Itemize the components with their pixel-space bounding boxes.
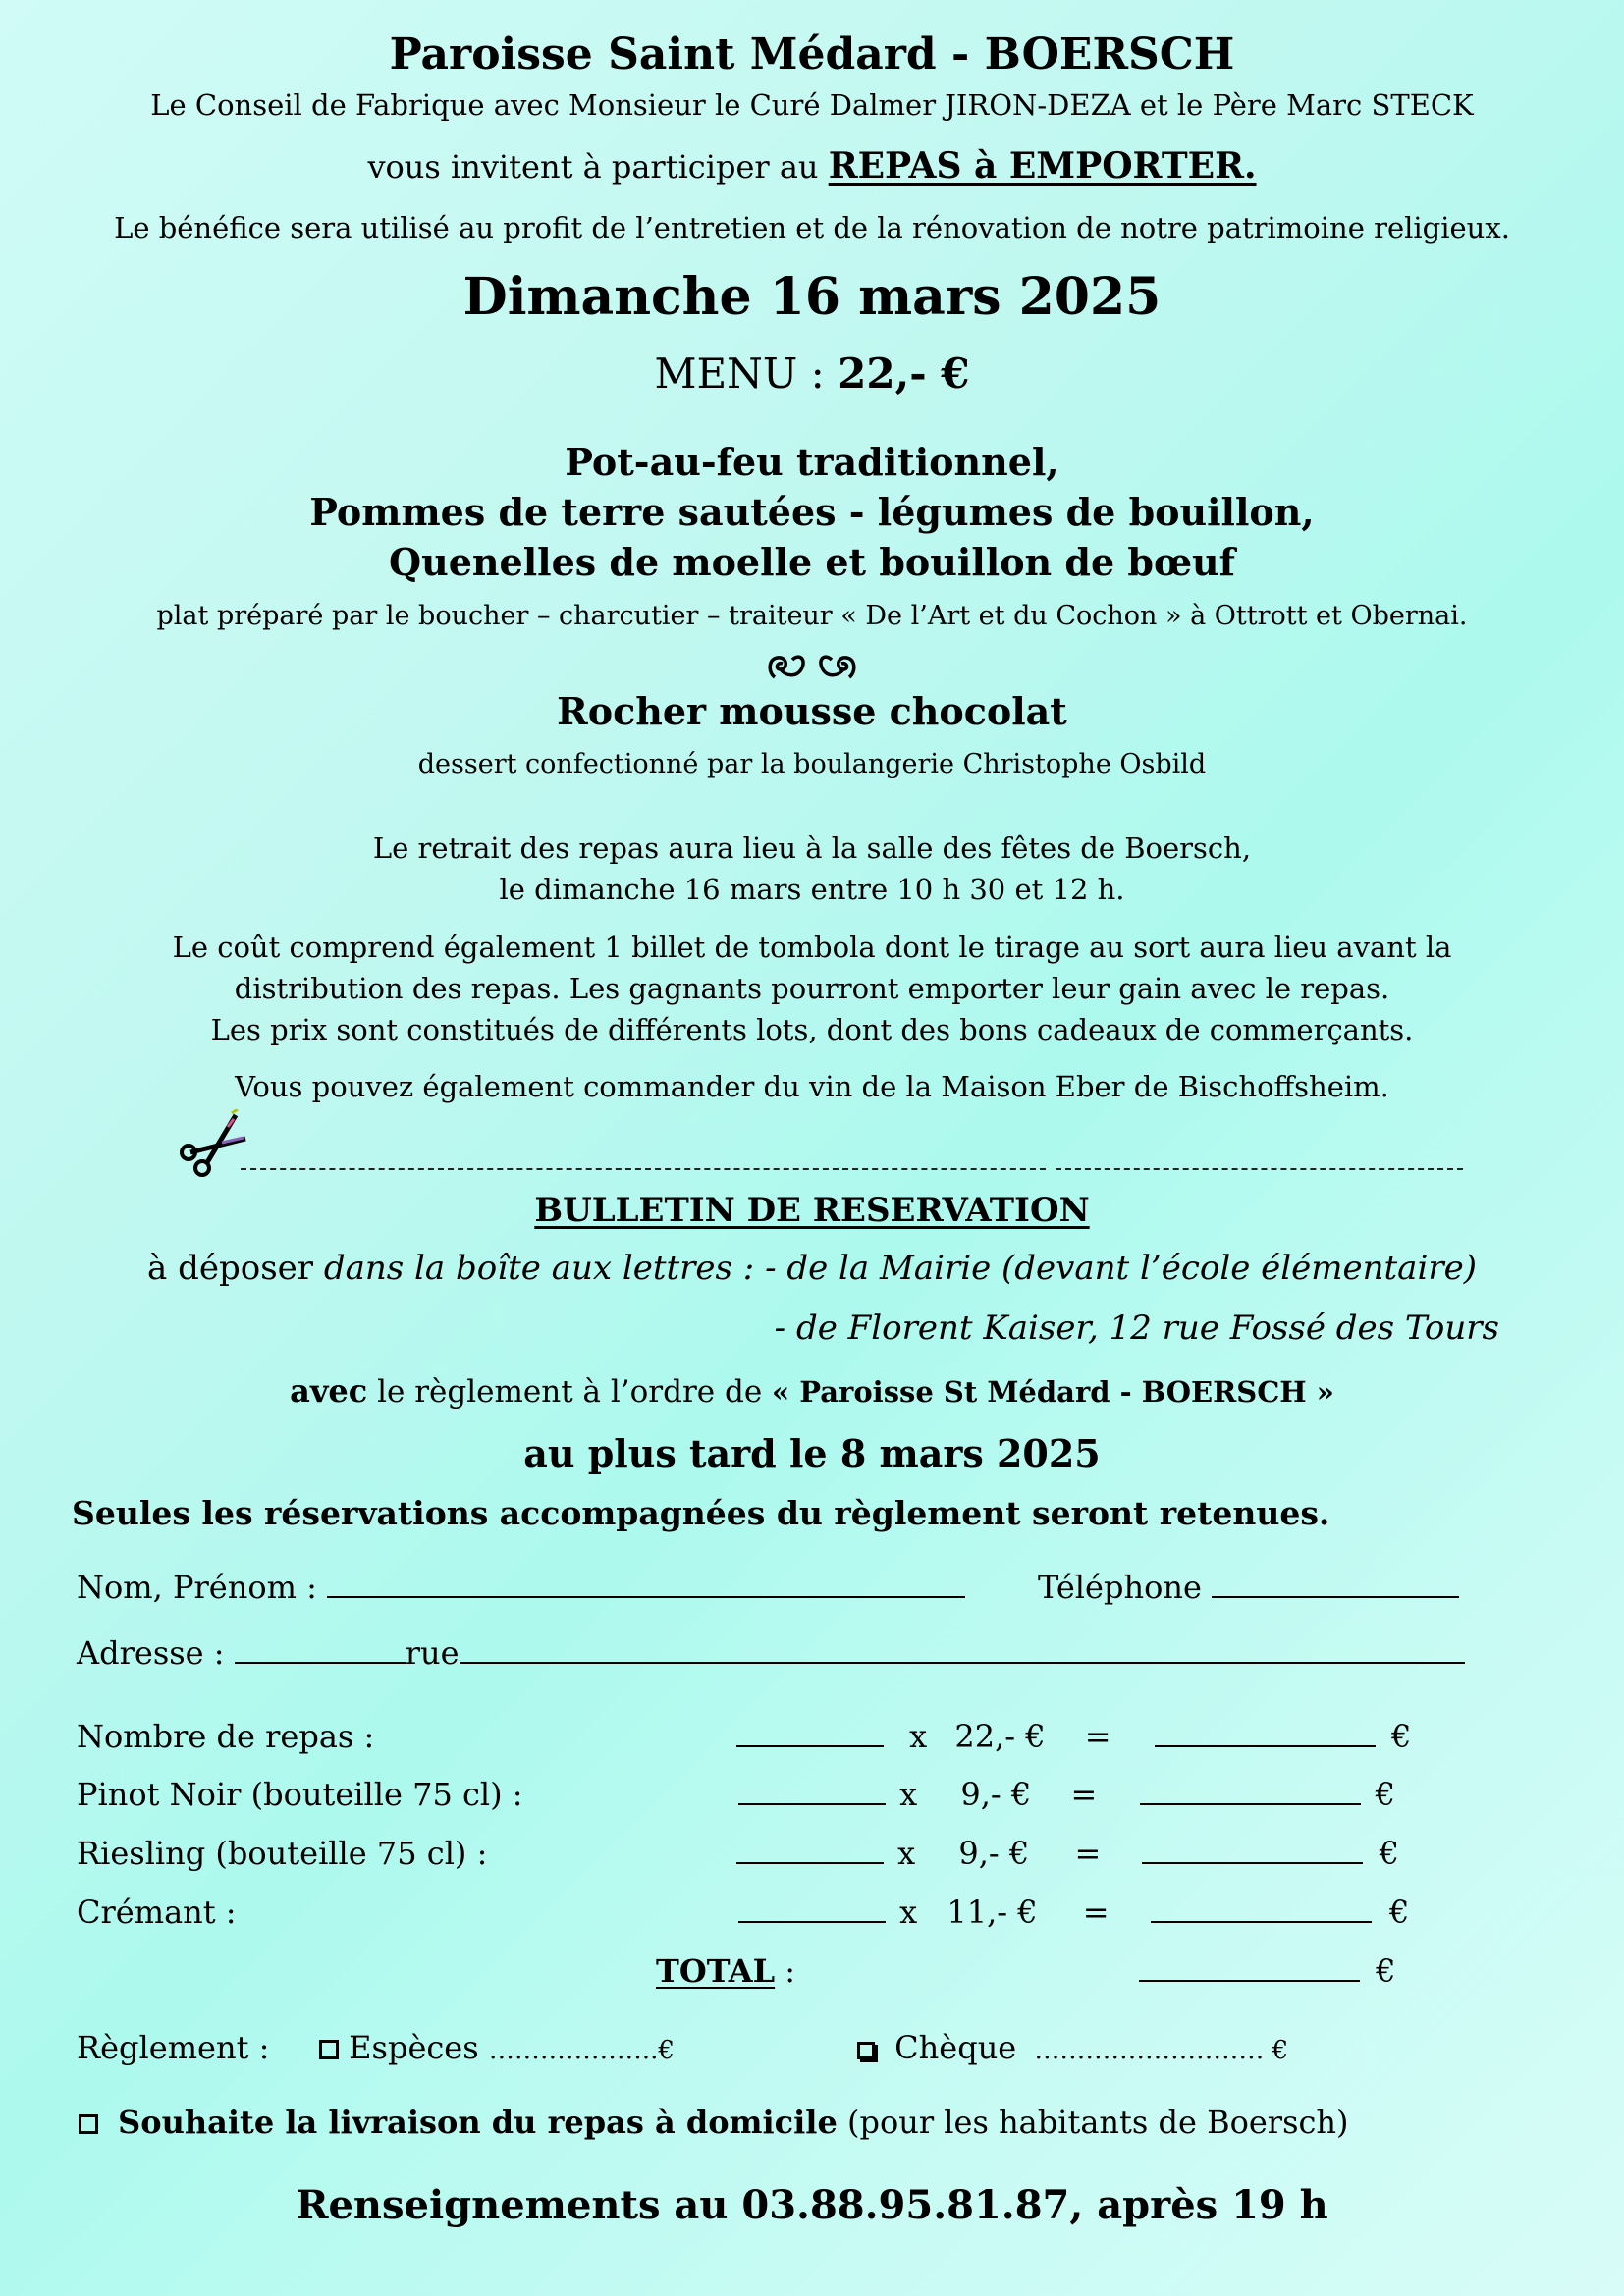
total-colon: : — [775, 1952, 796, 1990]
times-sign: x — [909, 1718, 928, 1755]
times-sign: x — [899, 1776, 918, 1813]
cut-line-right — [1056, 1168, 1463, 1170]
total-amount — [1139, 1952, 1396, 1990]
main-course-note: plat préparé par le boucher – charcutier – traiteur « De l’Art et du Cochon » à Ottrott et Obernai. — [156, 601, 1468, 631]
address-field[interactable] — [77, 1634, 1465, 1672]
amount-blank[interactable] — [1142, 1862, 1363, 1864]
cheque-label: Chèque — [894, 2029, 1017, 2066]
pickup-line-1: Le retrait des repas aura lieu à la salle des fêtes de Boersch, — [372, 831, 1252, 865]
order-row-pinot — [738, 1776, 1395, 1813]
unit-price: 9,- € — [958, 1835, 1030, 1872]
event-date: Dimanche 16 mars 2025 — [462, 267, 1162, 327]
equals-sign: = — [1084, 1718, 1111, 1755]
dessert-title: Rocher mousse chocolat — [557, 689, 1067, 733]
total-label: TOTAL — [656, 1952, 776, 1990]
delivery-note: (pour les habitants de Boersch) — [837, 2104, 1349, 2141]
street-blank[interactable] — [460, 1662, 1465, 1664]
cash-checkbox[interactable] — [319, 2040, 339, 2059]
name-blank[interactable] — [327, 1596, 965, 1598]
tombola-line-3: Les prix sont constitués de différents lots, dont des bons cadeaux de commerçants. — [210, 1013, 1414, 1046]
phone-blank[interactable] — [1212, 1596, 1459, 1598]
deposit-location-2: - de Florent Kaiser, 12 rue Fossé des Tours — [774, 1308, 1499, 1348]
phone-label: Téléphone — [1038, 1569, 1202, 1606]
deposit-line-1 — [0, 1249, 1624, 1288]
amount-blank[interactable] — [1151, 1921, 1372, 1923]
delivery-option[interactable] — [79, 2104, 1349, 2141]
menu-label: MENU : — [654, 349, 825, 398]
ornament-divider-icon — [0, 648, 1624, 687]
total-currency: € — [1376, 1952, 1396, 1990]
menu-main-line-3: Quenelles de moelle et bouillon de bœuf — [389, 540, 1235, 584]
order-row-riesling — [736, 1835, 1399, 1872]
menu-main-line-1: Pot-au-feu traditionnel, — [565, 440, 1059, 484]
menu-main-line-2: Pommes de terre sautées - légumes de bouillon, — [309, 490, 1315, 534]
cash-amount-dots[interactable]: ………………..€ — [488, 2036, 675, 2065]
address-number-blank[interactable] — [235, 1662, 406, 1664]
pickup-line-2: le dimanche 16 mars entre 10 h 30 et 12 h. — [499, 873, 1125, 906]
payment-payee: « Paroisse St Médard - BOERSCH » — [772, 1375, 1334, 1409]
name-label: Nom, Prénom : — [77, 1569, 317, 1606]
order-label-meals: Nombre de repas : — [77, 1718, 375, 1755]
contact-info: Renseignements au 03.88.95.81.87, après 19 h — [296, 2182, 1328, 2228]
unit-price: 11,- € — [947, 1894, 1038, 1931]
currency: € — [1375, 1776, 1395, 1813]
cheque-amount-dots[interactable]: ……………………… € — [1034, 2036, 1289, 2065]
total-label-group — [656, 1952, 795, 1990]
deposit-prefix: à déposer — [147, 1249, 314, 1288]
order-label-cremant: Crémant : — [77, 1894, 237, 1931]
cheque-checkbox[interactable] — [857, 2042, 875, 2059]
bulletin-title — [0, 1191, 1624, 1230]
order-row-meals — [736, 1718, 1411, 1755]
amount-blank[interactable] — [1155, 1745, 1376, 1747]
payment-with: avec — [290, 1372, 368, 1410]
delivery-label: Souhaite la livraison du repas à domicile — [118, 2104, 838, 2141]
cut-line-left — [241, 1168, 1046, 1170]
equals-sign: = — [1074, 1835, 1102, 1872]
event-type: REPAS à EMPORTER. — [828, 145, 1257, 187]
order-label-riesling: Riesling (bouteille 75 cl) : — [77, 1835, 488, 1872]
quantity-blank[interactable] — [738, 1803, 886, 1805]
menu-price: 22,- € — [838, 349, 970, 398]
name-field[interactable] — [77, 1569, 965, 1606]
order-label-pinot: Pinot Noir (bouteille 75 cl) : — [77, 1776, 523, 1813]
equals-sign: = — [1082, 1894, 1110, 1931]
cash-label: Espèces — [349, 2029, 479, 2066]
payment-order-text: le règlement à l’ordre de — [367, 1374, 773, 1410]
benefit-line: Le bénéfice sera utilisé au profit de l’entretien et de la rénovation de notre patrimoine religieux. — [114, 211, 1510, 244]
deadline: au plus tard le 8 mars 2025 — [523, 1431, 1101, 1475]
equals-sign: = — [1070, 1776, 1098, 1813]
scissors-icon — [177, 1109, 247, 1180]
page-title: Paroisse Saint Médard - BOERSCH — [389, 29, 1235, 80]
wine-line: Vous pouvez également commander du vin de la Maison Eber de Bischoffsheim. — [235, 1070, 1389, 1103]
order-row-cremant — [738, 1894, 1409, 1931]
street-label: rue — [405, 1634, 460, 1672]
payment-label: Règlement : — [77, 2029, 270, 2066]
times-sign: x — [899, 1894, 918, 1931]
unit-price: 9,- € — [960, 1776, 1032, 1813]
currency: € — [1390, 1718, 1412, 1755]
invitation-prefix: vous invitent à participer au — [367, 148, 819, 186]
unit-price: 22,- € — [954, 1718, 1046, 1755]
payment-warning: Seules les réservations accompagnées du règlement seront retenues. — [72, 1494, 1330, 1532]
cheque-option[interactable] — [857, 2029, 1288, 2066]
deposit-location-1: dans la boîte aux lettres : - de la Mairie (devant l’école élémentaire) — [323, 1249, 1477, 1288]
total-blank[interactable] — [1139, 1980, 1360, 1982]
payment-order-line — [0, 1372, 1624, 1410]
amount-blank[interactable] — [1140, 1803, 1361, 1805]
delivery-checkbox[interactable] — [79, 2114, 98, 2134]
times-sign: x — [897, 1835, 916, 1872]
quantity-blank[interactable] — [738, 1921, 886, 1923]
address-label: Adresse : — [77, 1634, 225, 1672]
cash-option[interactable] — [319, 2029, 675, 2066]
currency: € — [1388, 1894, 1410, 1931]
invitation-line — [0, 145, 1624, 187]
dessert-note: dessert confectionné par la boulangerie Christophe Osbild — [417, 749, 1207, 779]
menu-price-line — [0, 349, 1624, 398]
phone-field[interactable] — [1038, 1569, 1459, 1606]
tombola-line-2: distribution des repas. Les gagnants pourront emporter leur gain avec le repas. — [234, 972, 1390, 1005]
quantity-blank[interactable] — [736, 1862, 884, 1864]
tombola-line-1: Le coût comprend également 1 billet de tombola dont le tirage au sort aura lieu avant la — [172, 931, 1452, 964]
quantity-blank[interactable] — [736, 1745, 884, 1747]
bulletin-title-text: BULLETIN DE RESERVATION — [534, 1191, 1090, 1230]
organizers-line: Le Conseil de Fabrique avec Monsieur le Curé Dalmer JIRON-DEZA et le Père Marc STECK — [150, 88, 1474, 122]
currency: € — [1379, 1835, 1399, 1872]
